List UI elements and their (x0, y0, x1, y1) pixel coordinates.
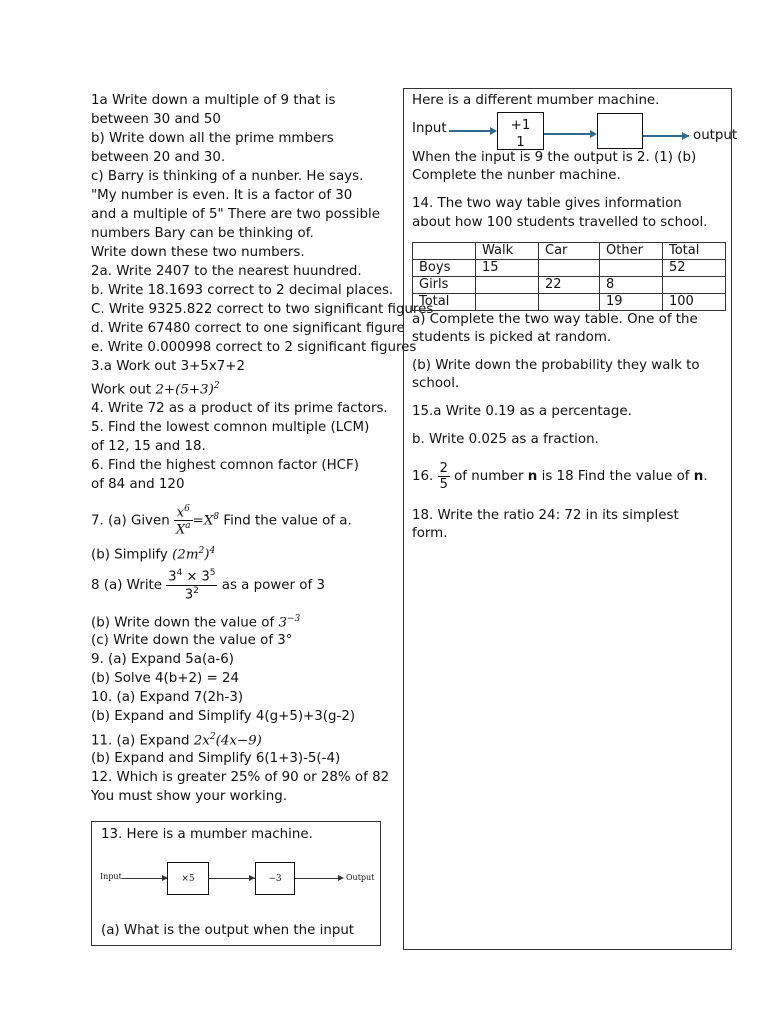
q5-line2: of 12, 15 and 18. (91, 439, 206, 454)
table-header-walk: Walk (476, 243, 539, 260)
table-header-row (413, 243, 726, 260)
q1b-line1: b) Write down all the prime mmbers (91, 131, 334, 146)
table-cell[interactable]: 15 (476, 260, 539, 277)
q10b: (b) Expand and Simplify 4(g+5)+3(g-2) (91, 709, 356, 724)
q13-title: 13. Here is a mumber machine. (101, 827, 313, 842)
q8a-num-exp2: 5 (209, 568, 216, 579)
q7a-fraction (174, 505, 193, 537)
table-cell[interactable] (663, 277, 726, 294)
table-cell[interactable] (539, 294, 600, 311)
table-cell[interactable] (476, 294, 539, 311)
q2b: b. Write 18.1693 correct to 2 decimal places. (91, 283, 394, 298)
right-input-label: Input (412, 121, 447, 136)
right-op-box-1 (497, 112, 544, 150)
q8b-prefix: (b) Write down the value of (91, 615, 279, 631)
table-cell: Total (413, 294, 476, 311)
q2d: d. Write 67480 correct to one significant figure (91, 321, 405, 336)
q4: 4. Write 72 as a product of its prime factors. (91, 401, 388, 416)
q5-line1: 5. Find the lowest comnon multiple (LCM) (91, 420, 370, 435)
q15a: 15.a Write 0.19 as a percentage. (412, 404, 632, 419)
q3b-exponent: 2 (213, 381, 220, 391)
q1c-line2: "My number is even. It is a factor of 30 (91, 188, 353, 203)
q2e: e. Write 0.000998 correct to 2 significant figures (91, 340, 417, 355)
q8b-exp: −3 (286, 614, 301, 624)
q7b-inner-exp: 2 (198, 546, 205, 556)
q7a-prefix: 7. (a) Given (91, 513, 174, 529)
q16 (412, 458, 708, 496)
q8a-prefix: 8 (a) Write (91, 578, 167, 593)
table-header-total: Total (663, 243, 726, 260)
right-q-line1: When the input is 9 the output is 2. (1) (b) (412, 150, 697, 165)
q11a (91, 728, 262, 750)
q8b-base: 3 (278, 615, 287, 631)
q1c-line4: numbers Bary can be thinking of. (91, 226, 314, 241)
right-arrowhead-1 (490, 127, 497, 135)
q11a-prefix: 11. (a) Expand (91, 733, 194, 749)
table-cell: Boys (413, 260, 476, 277)
q16-mid: of number (449, 469, 528, 484)
q7a-den: X (175, 522, 186, 538)
q11b: (b) Expand and Simplify 6(1+3)-5(-4) (91, 751, 341, 766)
table-row (413, 277, 726, 294)
q8a-num-exp1: 4 (176, 568, 183, 579)
table-cell[interactable]: 19 (600, 294, 663, 311)
q16-den: 5 (439, 476, 448, 492)
q13-input-label: Input (100, 872, 122, 881)
q6-line1: 6. Find the highest comnon factor (HCF) (91, 458, 359, 473)
q11a-expression: 2x (193, 733, 210, 749)
q9a: 9. (a) Expand 5a(a-6) (91, 652, 235, 667)
q13-arrow-1 (122, 878, 167, 879)
q13-output-label: Output (346, 873, 375, 882)
q12-line1: 12. Which is greater 25% of 90 or 28% of 82 (91, 770, 390, 785)
right-output-label: output (693, 128, 738, 143)
q7b-expression: (2m (172, 547, 199, 563)
q8a-num: 3 (168, 569, 177, 585)
q13-question: (a) What is the output when the input (101, 923, 355, 938)
q18-line1: 18. Write the ratio 24: 72 in its simplest (412, 508, 679, 523)
q1b-line2: between 20 and 30. (91, 150, 226, 165)
q2a: 2a. Write 2407 to the nearest huundred. (91, 264, 362, 279)
table-cell[interactable]: 8 (600, 277, 663, 294)
table-cell[interactable]: 52 (663, 260, 726, 277)
q14-line1: 14. The two way table gives information (412, 196, 682, 211)
q7a-rhs-exp: 8 (213, 512, 220, 522)
q14b-line1: (b) Write down the probability they walk to (412, 358, 700, 373)
q6-line2: of 84 and 120 (91, 477, 185, 492)
q1a-line2: between 30 and 50 (91, 112, 221, 127)
table-row (413, 294, 726, 311)
q8a-times: × 3 (182, 569, 210, 585)
q8b (91, 610, 300, 632)
q3b-prefix: Work out (91, 382, 156, 398)
table-cell[interactable] (600, 260, 663, 277)
table-cell[interactable] (476, 277, 539, 294)
table-cell[interactable]: 100 (663, 294, 726, 311)
table-header-car: Car (539, 243, 600, 260)
q7a-num-exp: 6 (184, 503, 190, 514)
q12-line2: You must show your working. (91, 789, 287, 804)
table-row (413, 260, 726, 277)
q13-op-1: ×5 (181, 874, 195, 884)
q7b-exp: 4 (209, 546, 216, 556)
q16-var2: n (693, 469, 704, 484)
q7b (91, 542, 215, 564)
q11a-rest: (4x−9) (215, 733, 262, 749)
q3a: 3.a Work out 3+5x7+2 (91, 359, 246, 374)
two-way-table (412, 242, 726, 311)
q14a-line2: students is picked at random. (412, 330, 612, 345)
q8a-den: 3 (184, 586, 194, 602)
q16-prefix: 16. (412, 469, 438, 484)
right-op-1: +1 (510, 118, 531, 133)
q9b: (b) Solve 4(b+2) = 24 (91, 671, 240, 686)
q8a-suffix: as a power of 3 (217, 578, 325, 593)
q13-arrowhead-3 (338, 875, 344, 881)
table-cell[interactable] (539, 260, 600, 277)
table-cell (413, 243, 476, 260)
table-cell[interactable]: 22 (539, 277, 600, 294)
right-op-box-2 (597, 113, 643, 149)
q8a-den-exp: 2 (193, 585, 199, 596)
right-arrow-2 (544, 133, 594, 135)
q16-mid2: is 18 Find the value of (537, 469, 694, 484)
table-header-other: Other (600, 243, 663, 260)
q18-line2: form. (412, 526, 448, 541)
q14-line2: about how 100 students travelled to school. (412, 215, 708, 230)
table-cell: Girls (413, 277, 476, 294)
q7b-prefix: (b) Simplify (91, 547, 173, 563)
q1a-line1: 1a Write down a multiple of 9 that is (91, 93, 336, 108)
q16-num: 2 (439, 460, 448, 476)
q7a-den-exp: a (185, 520, 191, 531)
right-op-1-extra: 1 (516, 135, 525, 150)
q3b-expression: 2+(5+3) (155, 382, 214, 398)
q16-end: . (703, 469, 708, 484)
q14b-line2: school. (412, 376, 460, 391)
q8c: (c) Write down the value of 3° (91, 633, 293, 648)
q8a (91, 567, 325, 605)
right-arrowhead-3 (682, 132, 689, 140)
q7a-num: x (176, 504, 185, 520)
q1c-line1: c) Barry is thinking of a nunber. He says. (91, 169, 364, 184)
right-arrowhead-2 (590, 130, 597, 138)
right-q-line2: Complete the nunber machine. (412, 168, 621, 183)
q14a-line1: a) Complete the two way table. One of the (412, 312, 698, 327)
q10a: 10. (a) Expand 7(2h-3) (91, 690, 244, 705)
q13-arrow-3 (295, 878, 342, 879)
q13-op-2: −3 (268, 874, 282, 884)
q2c: C. Write 9325.822 correct to two significant figures (91, 302, 434, 317)
q11a-exp: 2 (209, 732, 216, 742)
right-arrow-1 (449, 130, 493, 132)
q16-fraction (438, 462, 450, 491)
q1c-line3: and a multiple of 5" There are two possible (91, 207, 380, 222)
q15b: b. Write 0.025 as a fraction. (412, 432, 599, 447)
q7b-close: ) (204, 547, 210, 563)
q7a-suffix: Find the value of a. (219, 513, 352, 529)
q1c-line5: Write down these two numbers. (91, 245, 305, 260)
right-intro: Here is a different mumber machine. (412, 93, 660, 108)
q7a (91, 498, 352, 540)
q7a-rhs: =X (192, 513, 214, 529)
q8a-fraction (166, 569, 217, 601)
q16-var: n (527, 469, 538, 484)
q3b (91, 377, 220, 399)
